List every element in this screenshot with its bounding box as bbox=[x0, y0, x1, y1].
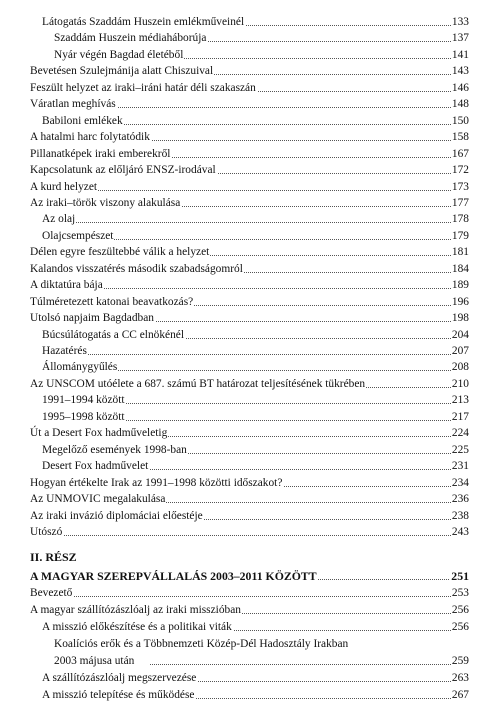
toc-entry-title: Megelőző események 1998-ban bbox=[42, 442, 188, 459]
toc-entry[interactable] bbox=[0, 261, 496, 278]
toc-entry-title: Hogyan értékelte Irak az 1991–1998 közötti időszakot? bbox=[30, 475, 283, 492]
toc-entry-title: Utolsó napjaim Bagdadban bbox=[30, 310, 155, 327]
toc-entry[interactable] bbox=[0, 524, 496, 541]
toc-entry-title: Pillanatképek iraki emberekről bbox=[30, 146, 171, 163]
toc-entry[interactable] bbox=[0, 63, 496, 80]
toc-entry-title: Kapcsolatunk az előljáró ENSZ-irodával bbox=[30, 162, 217, 179]
toc-entry-title: Szaddám Huszein médiaháborúja bbox=[54, 30, 207, 47]
toc-entry-title: Kalandos visszatérés második szabadságomról bbox=[30, 261, 244, 278]
toc-entry[interactable] bbox=[0, 409, 496, 426]
toc-entry-page: 137 bbox=[451, 30, 469, 47]
toc-entry[interactable] bbox=[0, 30, 496, 47]
toc-entry-title: A diktatúra bája bbox=[30, 277, 104, 294]
toc-entry[interactable] bbox=[0, 508, 496, 525]
toc-entry-page: 158 bbox=[451, 129, 469, 146]
dot-leader bbox=[150, 664, 469, 665]
toc-entry-title: 1995–1998 között bbox=[42, 409, 126, 426]
toc-entry-page: 267 bbox=[451, 687, 469, 704]
toc-entry[interactable] bbox=[0, 162, 496, 179]
toc-entry-title: Hazatérés bbox=[42, 343, 88, 360]
multiline-entry-line1[interactable]: Koalíciós erők és a Többnemzeti Közép-Dél Hadosztály Irakban bbox=[54, 638, 349, 650]
toc-entry[interactable] bbox=[0, 211, 496, 228]
toc-entry[interactable] bbox=[0, 244, 496, 261]
toc-entry-page: 256 bbox=[451, 619, 469, 636]
toc-entry-title: Az iraki invázió diplomáciai előestéje bbox=[30, 508, 204, 525]
toc-entry[interactable] bbox=[0, 96, 496, 113]
toc-entry-page: 204 bbox=[451, 327, 469, 344]
multiline-entry-page: 259 bbox=[451, 653, 469, 670]
toc-entry-title: A kurd helyzet bbox=[30, 179, 98, 196]
toc-entry-title: Látogatás Szaddám Huszein emlékműveinél bbox=[42, 14, 245, 31]
toc-entry-title: 1991–1994 között bbox=[42, 392, 126, 409]
toc-entry-page: 179 bbox=[451, 228, 469, 245]
toc-entry-title: Bevetésen Szulejmánija alatt Chiszuival bbox=[30, 63, 214, 80]
part-heading-title: A MAGYAR SZEREPVÁLLALÁS 2003–2011 KÖZÖTT bbox=[30, 569, 317, 583]
multiline-entry-line2: 2003 májusa után bbox=[54, 653, 135, 670]
toc-entry-page: 173 bbox=[451, 179, 469, 196]
toc-entry-page: 253 bbox=[451, 585, 469, 602]
toc-entry-title: Feszült helyzet az iraki–iráni határ déli szakaszán bbox=[30, 80, 257, 97]
toc-entry[interactable] bbox=[0, 392, 496, 409]
toc-entry[interactable] bbox=[0, 310, 496, 327]
toc-entry[interactable] bbox=[0, 475, 496, 492]
toc-entry[interactable] bbox=[0, 14, 496, 31]
toc-entry-page: 133 bbox=[451, 14, 469, 31]
toc-entry[interactable] bbox=[0, 343, 496, 360]
part-heading-page: 251 bbox=[451, 569, 469, 583]
toc-entry-page: 146 bbox=[451, 80, 469, 97]
toc-entry[interactable] bbox=[0, 146, 496, 163]
toc-entry[interactable] bbox=[0, 195, 496, 212]
toc-entry-page: 184 bbox=[451, 261, 469, 278]
toc-entry-page: 150 bbox=[451, 113, 469, 130]
multiline-entry[interactable] bbox=[0, 653, 496, 670]
part-label: II. RÉSZ bbox=[30, 550, 77, 564]
toc-entry-title: Túlméretezett katonai beavatkozás? bbox=[30, 294, 194, 311]
toc-entry-page: 143 bbox=[451, 63, 469, 80]
toc-entry-title: A misszió előkészítése és a politikai viták bbox=[42, 619, 233, 636]
toc-entry[interactable] bbox=[0, 585, 496, 602]
toc-entry[interactable] bbox=[0, 327, 496, 344]
toc-entry-title: Utószó bbox=[30, 524, 63, 541]
toc-entry-title: Az UNSCOM utóélete a 687. számú BT határozat teljesítésének tükrében bbox=[30, 376, 366, 393]
toc-entry-page: 213 bbox=[451, 392, 469, 409]
toc-entry-title: A hatalmi harc folytatódik bbox=[30, 129, 151, 146]
toc-entry-title: Búcsúlátogatás a CC elnökénél bbox=[42, 327, 185, 344]
toc-entry-page: 148 bbox=[451, 96, 469, 113]
toc-entry-page: 224 bbox=[451, 425, 469, 442]
toc-entry-page: 167 bbox=[451, 146, 469, 163]
toc-entry-page: 217 bbox=[451, 409, 469, 426]
toc-entry-page: 198 bbox=[451, 310, 469, 327]
toc-entry[interactable] bbox=[0, 602, 496, 619]
dot-leader bbox=[30, 596, 469, 597]
toc-entry[interactable] bbox=[0, 619, 496, 636]
toc-entry-title: Az UNMOVIC megalakulása bbox=[30, 491, 166, 508]
toc-entry-page: 225 bbox=[451, 442, 469, 459]
toc-entry[interactable] bbox=[0, 129, 496, 146]
toc-entry-title: Állománygyűlés bbox=[42, 359, 118, 376]
dot-leader bbox=[42, 222, 469, 223]
toc-entry-page: 234 bbox=[451, 475, 469, 492]
toc-entry-title: A magyar szállítózászlóalj az iraki misszióban bbox=[30, 602, 242, 619]
toc-entry-page: 231 bbox=[451, 458, 469, 475]
toc-entry[interactable] bbox=[0, 491, 496, 508]
toc-entry[interactable] bbox=[0, 359, 496, 376]
toc-entry-page: 243 bbox=[451, 524, 469, 541]
toc-entry[interactable] bbox=[0, 113, 496, 130]
part-heading-entry[interactable] bbox=[0, 568, 496, 585]
toc-entry-title: Nyár végén Bagdad életéből bbox=[54, 47, 184, 64]
toc-entry-page: 256 bbox=[451, 602, 469, 619]
toc-entry[interactable] bbox=[0, 687, 496, 704]
toc-entry-page: 210 bbox=[451, 376, 469, 393]
toc-entry[interactable] bbox=[0, 80, 496, 97]
toc-entry-title: Váratlan meghívás bbox=[30, 96, 117, 113]
toc-entry-page: 141 bbox=[451, 47, 469, 64]
toc-entry-title: Babiloni emlékek bbox=[42, 113, 124, 130]
toc-entry-page: 263 bbox=[451, 670, 469, 687]
toc-entry[interactable] bbox=[0, 47, 496, 64]
toc-entry[interactable] bbox=[0, 458, 496, 475]
toc-entry-title: Út a Desert Fox hadműveletig bbox=[30, 425, 168, 442]
toc-entry-page: 189 bbox=[451, 277, 469, 294]
toc-entry-title: A misszió telepítése és működése bbox=[42, 687, 195, 704]
toc-entry[interactable] bbox=[0, 277, 496, 294]
dot-leader bbox=[42, 354, 469, 355]
toc-entry-page: 238 bbox=[451, 508, 469, 525]
toc-entry-page: 208 bbox=[451, 359, 469, 376]
toc-entry-page: 181 bbox=[451, 244, 469, 261]
toc-entry-page: 178 bbox=[451, 211, 469, 228]
toc-entry-title: Délen egyre feszültebbé válik a helyzet bbox=[30, 244, 210, 261]
toc-entry[interactable] bbox=[0, 294, 496, 311]
toc-entry-page: 207 bbox=[451, 343, 469, 360]
toc-entry[interactable] bbox=[0, 228, 496, 245]
toc-entry[interactable] bbox=[0, 442, 496, 459]
toc-entry-page: 196 bbox=[451, 294, 469, 311]
dot-leader bbox=[30, 535, 469, 536]
toc-entry-title: A szállítózászlóalj megszervezése bbox=[42, 670, 197, 687]
toc-entry-title: Olajcsempészet bbox=[42, 228, 114, 245]
toc-entry-title: Bevezető bbox=[30, 585, 73, 602]
toc-entry[interactable] bbox=[0, 425, 496, 442]
toc-entry-page: 177 bbox=[451, 195, 469, 212]
toc-entry-title: Az olaj bbox=[42, 211, 76, 228]
toc-entry[interactable] bbox=[0, 179, 496, 196]
toc-entry-page: 172 bbox=[451, 162, 469, 179]
toc-entry-page: 236 bbox=[451, 491, 469, 508]
toc-entry-title: Az iraki–török viszony alakulása bbox=[30, 195, 181, 212]
toc-entry-title: Desert Fox hadművelet bbox=[42, 458, 149, 475]
toc-entry[interactable] bbox=[0, 670, 496, 687]
toc-entry[interactable] bbox=[0, 376, 496, 393]
